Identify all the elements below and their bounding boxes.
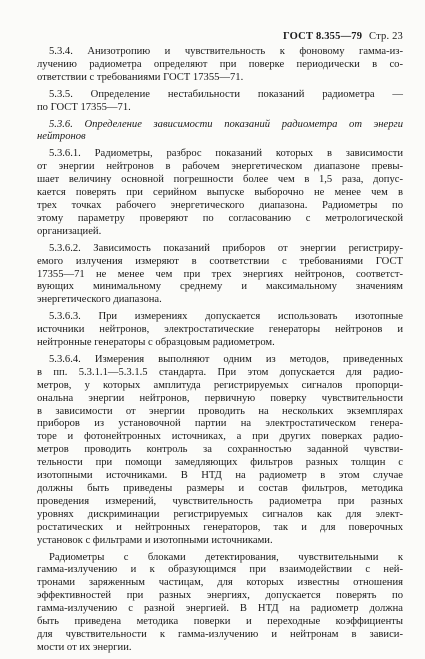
paragraph — [37, 354, 403, 548]
text-line: в пп. 5.3.1.1—5.3.1.5 стандарта. При этом допускается для радио- — [37, 366, 403, 378]
text-line: ональна энергии нейтронов, первичную поверку чувствительности — [37, 392, 403, 404]
text-line: организацией. — [37, 225, 102, 237]
text-line: 17355—71 не менее чем при трех энергиях нейтронов, соответст- — [37, 268, 403, 280]
text-line: приборов из установочной партии на электростатическом генера- — [37, 418, 403, 430]
text-line: гамма-излучению и к образующимся при взаимодействии с ней- — [37, 564, 403, 576]
text-line: 5.3.4. Анизотропию и чувствительность к фоновому гамма-из- — [49, 46, 403, 57]
paragraph — [37, 311, 403, 350]
text-line: эффективностей при разных энергиях, допускается поверять по — [37, 590, 403, 602]
text-line: ответствии с требованиями ГОСТ 17355—71. — [37, 71, 244, 83]
text-line: нейтронные генераторы с образцовым радиометром. — [37, 337, 275, 349]
text-line: 5.3.6.1. Радиометры, разброс показаний которых в зависимости — [49, 148, 403, 160]
text-line: для чувствительности к гамма-излучению и нейтронам в зависи- — [37, 628, 403, 640]
text-line: кается поверять при серийном выпуске выборочно не менее чем в — [37, 187, 403, 199]
text-line: Радиометры с блоками детектирования, чувствительными к — [49, 551, 403, 563]
text-line: шает величину основной погрешности более чем в 1,5 раза, допус- — [37, 174, 403, 186]
page-number: Стр. 23 — [369, 31, 403, 42]
text-line: энергетического диапазона. — [37, 294, 162, 306]
text-line: тельности при помощи замедляющих фильтров разных толщин с — [37, 457, 403, 469]
paragraph — [37, 148, 403, 238]
text-line: этому параметру проверяют по согласованию с метрологической — [37, 212, 403, 224]
text-line: торе и фотонейтронных источниках, а при других поверках радио- — [37, 431, 403, 443]
text-line: 5.3.6. Определение зависимости показаний радиометра от энерги — [49, 118, 403, 130]
document-body — [37, 46, 403, 659]
text-line: метров, у которых амплитуда регистрируемых сигналов пропорци- — [37, 379, 403, 391]
text-line: от энергии нейтронов в рабочем энергетическом диапазоне превы- — [37, 161, 403, 173]
text-line: 5.3.6.3. При измерениях допускается использовать изотопные — [49, 311, 403, 323]
text-line: 5.3.5. Определение нестабильности показаний радиометра — — [49, 88, 403, 100]
text-line: 5.3.6.2. Зависимость показаний приборов от энергии регистриру- — [49, 242, 403, 254]
text-line: быть приведена методика поверки и переходные коэффициенты — [37, 616, 403, 628]
text-line: по ГОСТ 17355—71. — [37, 101, 131, 113]
text-line: емого излучения измеряют в соответствии с требованиями ГОСТ — [37, 255, 403, 267]
text-line: проведения измерений, чувствительность радиометра при разных — [37, 495, 403, 507]
text-line: мости от их энергии. — [37, 641, 132, 653]
standard-number: ГОСТ 8.355—79 — [283, 31, 363, 42]
text-line: источники нейтронов, электростатические генераторы нейтронов и — [37, 324, 403, 336]
text-line: ростатических и нейтронных генераторов, так и для поверочных — [37, 521, 403, 533]
text-line: в зависимости от энергии проводить на нескольких экземплярах — [37, 405, 403, 417]
paragraph — [37, 243, 403, 308]
text-line: должны быть приведены размеры и состав фильтров, методика — [37, 483, 403, 494]
paragraph — [37, 552, 403, 655]
paragraph-spacer — [37, 655, 403, 659]
text-line: 5.3.6.4. Измерения выполняют одним из методов, приведенных — [49, 353, 403, 365]
text-line: гамма-излучению с разной энергией. В НТД на радиометр должна — [37, 603, 403, 615]
page-header — [283, 31, 403, 42]
text-line: трех точках рабочего энергетического диапазона. Радиометры по — [37, 199, 403, 211]
paragraph — [37, 46, 403, 85]
paragraph — [37, 89, 403, 115]
text-line: метров проводить контроль за сохранностью заданной чувстви- — [37, 444, 403, 456]
text-line: изотопными источниками. В НТД на радиометр в этом случае — [37, 470, 403, 482]
text-line: нейтронов — [37, 131, 86, 143]
text-line: вующих минимальному среднему и максимальному значениям — [37, 281, 403, 293]
paragraph — [37, 119, 403, 145]
text-line: тронами заряженным частицам, для которых известны отношения — [37, 577, 403, 589]
text-line: установок с фильтрами и изотопными источниками. — [37, 534, 273, 546]
text-line: лучению радиометра определяют при поверке периодически в со- — [37, 58, 403, 70]
text-line: уровнях дискриминации регистрируемых сигналов как для элект- — [37, 508, 403, 520]
